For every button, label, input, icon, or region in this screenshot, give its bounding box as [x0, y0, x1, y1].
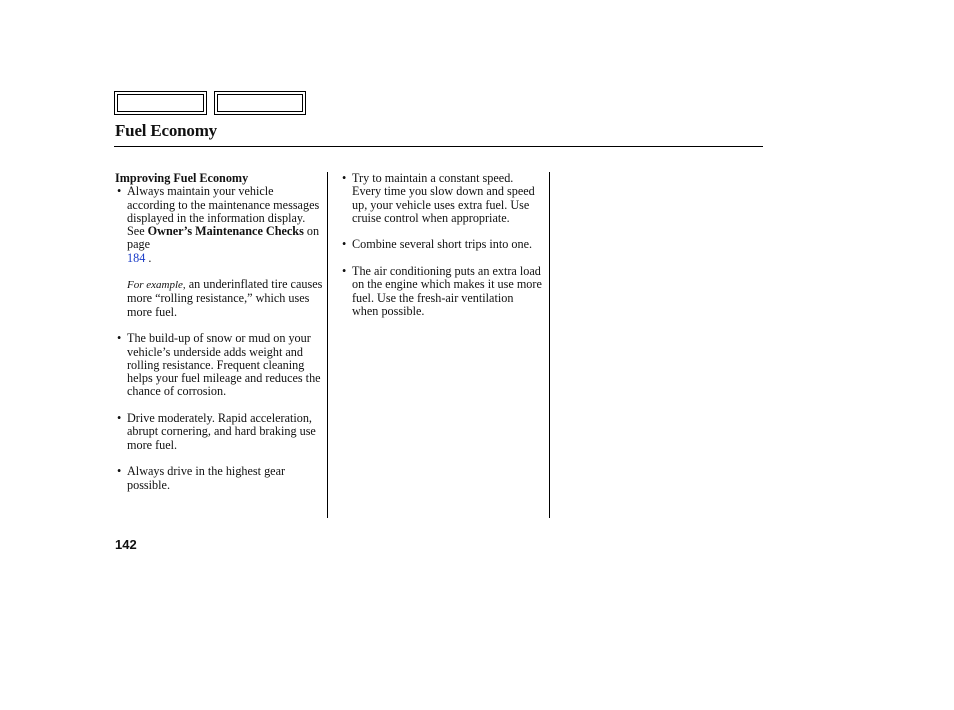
nav-next-button[interactable] [214, 91, 306, 115]
page-number: 142 [115, 537, 137, 552]
bullet-icon: • [342, 237, 347, 252]
item-text: Always maintain your vehicle according to the maintenance messages displayed in the information display. See [127, 184, 320, 239]
list-item-text: The air conditioning puts an extra load on the engine which makes it use more fuel. Use the fresh-air ventilation when possible. [352, 264, 542, 318]
section-heading: Improving Fuel Economy [115, 171, 249, 185]
nav-prev-frame [117, 94, 204, 112]
owners-maintenance-ref: Owner’s Maintenance Checks [147, 224, 304, 239]
item-text: . [145, 250, 152, 265]
item-text: on page [127, 224, 320, 252]
bullet-icon: • [342, 264, 347, 279]
list-item-text: Try to maintain a constant speed. Every time you slow down and speed up, your vehicle uses extra fuel. Use cruise control when appropriate. [352, 171, 535, 225]
bullet-icon: • [117, 464, 122, 479]
list-item-maintenance [115, 185, 323, 265]
nav-prev-button[interactable] [114, 91, 207, 115]
list-item-snow-mud [115, 332, 323, 398]
bullet-icon: • [117, 411, 122, 426]
list-item-text [127, 185, 323, 265]
column-divider [327, 172, 328, 518]
bullet-icon: • [342, 171, 347, 185]
list-item-text: Drive moderately. Rapid acceleration, abrupt cornering, and hard braking use more fuel. [127, 411, 316, 452]
page-184-link[interactable]: 184 [127, 250, 146, 265]
list-item-air-conditioning [340, 265, 542, 318]
column-divider [549, 172, 550, 518]
list-item-drive-moderately [115, 412, 323, 452]
middle-column [340, 172, 542, 318]
left-column [115, 172, 323, 492]
list-item-text: Always drive in the highest gear possible. [127, 464, 286, 492]
nav-next-frame [217, 94, 303, 112]
list-item-text: Combine several short trips into one. [352, 237, 533, 252]
example-note [115, 278, 323, 319]
list-item-text: The build-up of snow or mud on your vehicle’s underside adds weight and rolling resistance. Frequent cleaning helps your fuel mileage and reduces the chance of corrosion. [127, 331, 321, 399]
list-item-constant-speed [340, 172, 542, 225]
page-title: Fuel Economy [115, 121, 217, 140]
list-item-highest-gear [115, 465, 323, 492]
bullet-icon: • [117, 331, 122, 346]
example-lead: For example, [127, 279, 186, 292]
title-divider [114, 146, 763, 147]
bullet-icon: • [117, 184, 122, 199]
example-text: an underinflated tire causes more “rolling resistance,” which uses more fuel. [127, 277, 323, 319]
list-item-combine-trips [340, 238, 542, 251]
